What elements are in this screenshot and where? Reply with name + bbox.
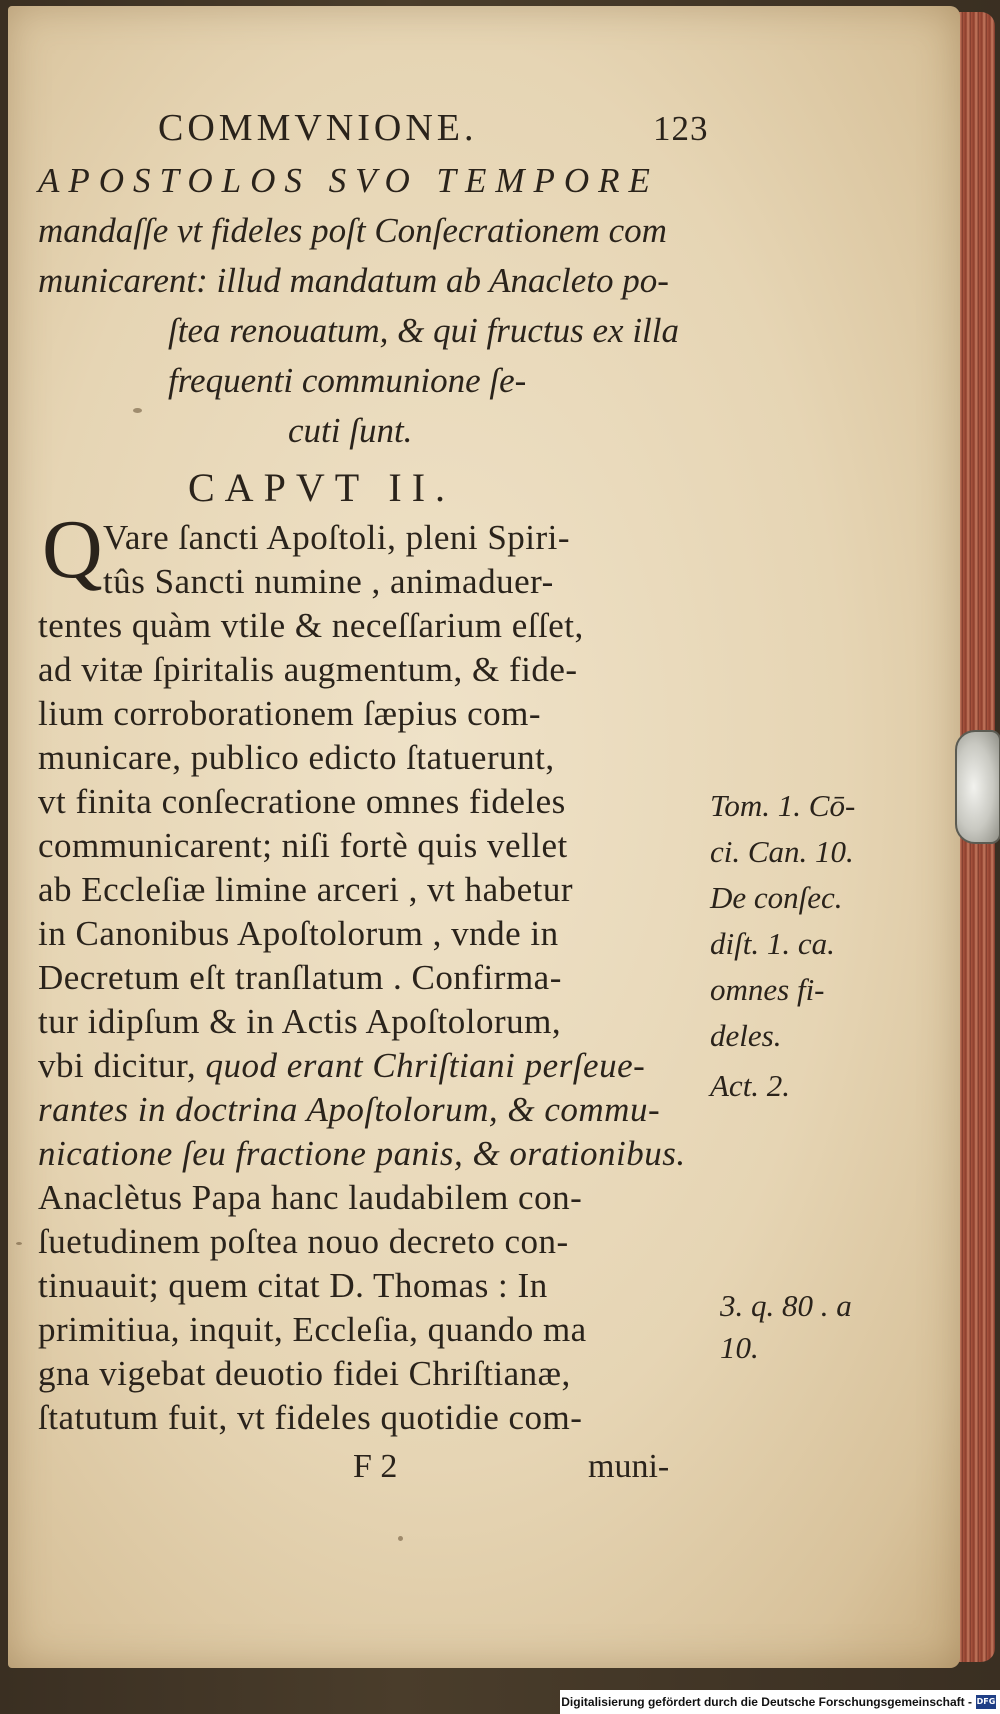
book-page	[8, 6, 960, 1668]
margin-note-line: omnes fi-	[710, 972, 825, 1007]
catchword: muni-	[588, 1448, 670, 1485]
body-line: Decretum eſt tranſlatum . Confirma-	[38, 958, 562, 997]
roman-prefix: vbi dicitur,	[38, 1046, 206, 1085]
drop-cap: Q	[42, 503, 103, 596]
chapter-label: CAPVT II.	[188, 465, 456, 510]
digitization-credit	[560, 1690, 1000, 1714]
body-line: tur idipſum & in Actis Apoſtolorum,	[38, 1002, 562, 1041]
body-line: Vare ſancti Apoſtoli, pleni Spiri-	[103, 518, 571, 557]
body-line: in Canonibus Apoſtolorum , vnde in	[38, 914, 559, 953]
paper-fleck	[133, 408, 142, 413]
credit-text: Digitalisierung gefördert durch die Deutsche Forschungsgemeinschaft -	[561, 1695, 972, 1709]
margin-note-line: Tom. 1. Cō-	[710, 788, 856, 823]
body-line: primitiua, inquit, Eccleſia, quando ma	[38, 1310, 587, 1349]
heading-line: frequenti communione ſe-	[168, 361, 527, 400]
margin-note-line: Act. 2.	[710, 1068, 791, 1103]
body-line: vt finita conſecratione omnes fideles	[38, 782, 566, 821]
body-line: tentes quàm vtile & neceſſarium eſſet,	[38, 606, 584, 645]
body-line: lium corroborationem ſæpius com-	[38, 694, 541, 733]
book-clasp	[955, 730, 1000, 844]
running-head: COMMVNIONE.	[158, 107, 478, 149]
margin-note-line: ci. Can. 10.	[710, 834, 854, 869]
paper-fleck	[398, 1536, 403, 1541]
signature-mark: F 2	[353, 1448, 398, 1485]
body-line: ab Eccleſiæ limine arceri , vt habetur	[38, 870, 574, 909]
italic-quote: quod erant Chriſtiani perſeue-	[205, 1046, 646, 1085]
body-line: ſuetudinem poſtea nouo decreto con-	[38, 1222, 569, 1261]
heading-line: ſtea renouatum, & qui fructus ex illa	[168, 311, 680, 350]
body-line: Anaclètus Papa hanc laudabilem con-	[38, 1178, 583, 1217]
margin-note-line: 3. q. 80 . a	[720, 1288, 852, 1323]
page-number: 123	[653, 109, 709, 148]
body-line: municare, publico edicto ſtatuerunt,	[38, 738, 555, 777]
paper-fleck	[16, 1242, 22, 1245]
body-line: ſtatutum fuit, vt fideles quotidie com-	[38, 1398, 583, 1437]
body-line: tinuauit; quem citat D. Thomas : In	[38, 1266, 548, 1305]
body-line: communicarent; niſi fortè quis vellet	[38, 826, 568, 865]
body-line: ad vitæ ſpiritalis augmentum, & fide-	[38, 650, 578, 689]
margin-note-line: diſt. 1. ca.	[710, 926, 835, 961]
margin-note-line: 10.	[720, 1330, 759, 1365]
body-line: nicatione ſeu fractione panis, & orationibus.	[38, 1134, 686, 1173]
margin-note-line: deles.	[710, 1018, 782, 1053]
dfg-logo-icon: DFG	[976, 1695, 996, 1709]
body-line: gna vigebat deuotio fidei Chriſtianæ,	[38, 1354, 571, 1393]
body-line: rantes in doctrina Apoſtolorum, & commu-	[38, 1090, 661, 1129]
heading-line: mandaſſe vt fideles poſt Conſecrationem com	[38, 211, 667, 250]
body-line: tûs Sancti numine , animaduer-	[103, 562, 554, 601]
margin-note-line: De conſec.	[710, 880, 843, 915]
heading-line: cuti ſunt.	[288, 411, 413, 450]
heading-line: municarent: illud mandatum ab Anacleto po-	[38, 261, 669, 300]
body-line	[38, 1044, 645, 1088]
heading-line: APOSTOLOS SVO TEMPORE	[38, 161, 659, 200]
